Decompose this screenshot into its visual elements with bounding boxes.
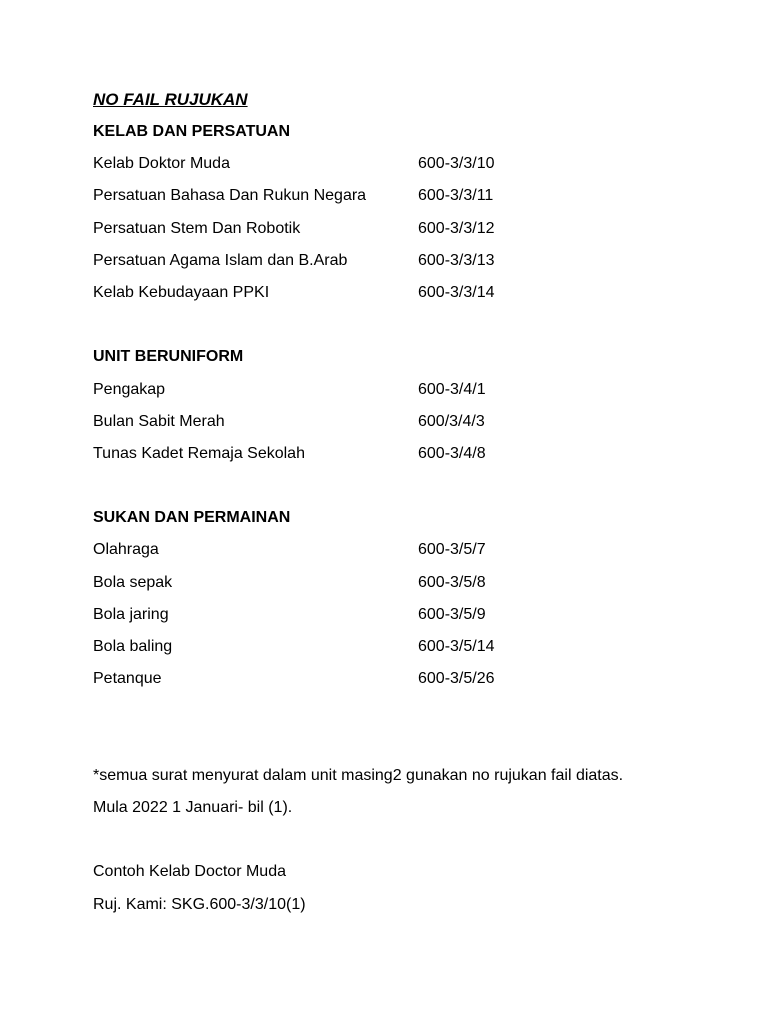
document-page [93,88,733,925]
spacer [93,313,733,345]
item-code: 600-3/3/14 [418,283,495,301]
item-code: 600-3/5/9 [418,605,486,623]
item-code: 600-3/3/12 [418,219,495,237]
spacer [93,828,733,860]
item-name: Bola baling [93,638,173,655]
list-item [93,249,733,281]
list-item [93,217,733,249]
item-name: Bola jaring [93,605,169,623]
document-title: NO FAIL RUJUKAN [93,90,248,109]
spacer [93,699,733,763]
list-item [93,442,733,474]
section-heading-sukan-dan-permainan: SUKAN DAN PERMAINAN [93,509,291,527]
item-name: Pengakap [93,380,166,398]
item-code: 600-3/5/7 [418,541,486,559]
item-name: Kelab Doktor Muda [93,155,230,173]
item-name: Olahraga [93,541,159,559]
item-code: 600-3/3/13 [418,251,495,269]
item-code: 600/3/4/3 [418,412,485,430]
note-start-date: Mula 2022 1 Januari- bil (1). [93,798,293,816]
item-code: 600-3/5/26 [418,670,495,688]
list-item [93,603,733,635]
list-item [93,378,733,410]
item-code: 600-3/3/11 [418,187,494,205]
item-code: 600-3/5/8 [418,573,486,591]
list-item [93,281,733,313]
spacer [93,474,733,506]
section-heading-unit-beruniform: UNIT BERUNIFORM [93,348,244,366]
item-name: Bola sepak [93,573,173,591]
list-item [93,635,733,667]
list-item [93,410,733,442]
example-reference: Ruj. Kami: SKG.600-3/3/10(1) [93,895,306,913]
section-heading-kelab-dan-persatuan: KELAB DAN PERSATUAN [93,123,291,140]
note-usage: *semua surat menyurat dalam unit masing2 gunakan no rujukan fail diatas. [93,766,624,784]
list-item [93,184,733,216]
item-name: Petanque [93,670,162,688]
item-code: 600-3/4/8 [418,444,486,462]
item-name: Persatuan Stem Dan Robotik [93,219,301,237]
item-name: Bulan Sabit Merah [93,412,225,430]
item-name: Tunas Kadet Remaja Sekolah [93,444,305,462]
item-name: Kelab Kebudayaan PPKI [93,283,270,301]
item-code: 600-3/3/10 [418,155,495,173]
list-item [93,152,733,184]
item-code: 600-3/5/14 [418,638,495,655]
list-item [93,667,733,699]
example-label: Contoh Kelab Doctor Muda [93,863,286,881]
list-item [93,571,733,603]
list-item [93,538,733,570]
item-code: 600-3/4/1 [418,380,486,398]
item-name: Persatuan Bahasa Dan Rukun Negara [93,187,367,205]
item-name: Persatuan Agama Islam dan B.Arab [93,251,348,269]
